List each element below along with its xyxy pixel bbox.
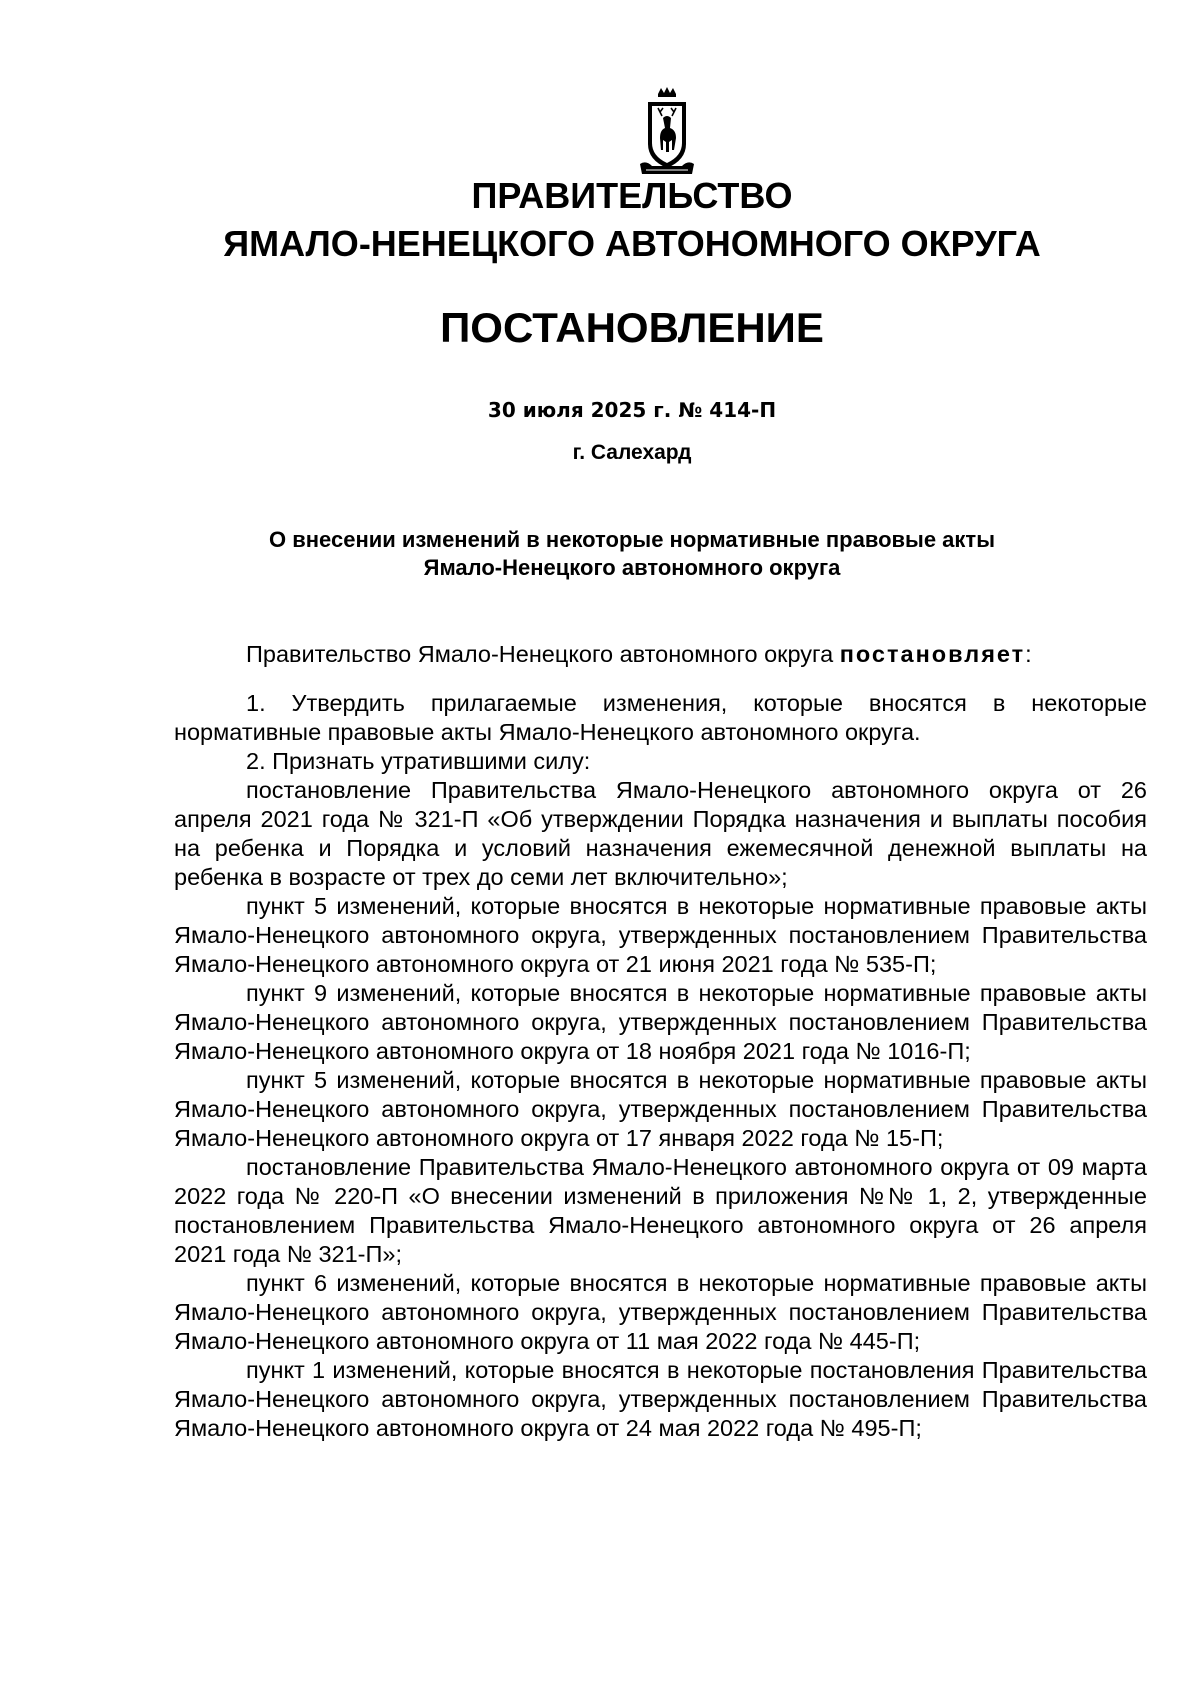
document-title-line-2: Ямало-Ненецкого автономного округа: [423, 555, 841, 580]
document-date-number: 30 июля 2025 г. № 414-П: [487, 398, 777, 422]
intro-tail: :: [1025, 641, 1032, 667]
intro-paragraph: [174, 640, 1147, 669]
document-type: ПОСТАНОВЛЕНИЕ: [440, 304, 824, 351]
document-city: г. Салехард: [572, 441, 692, 464]
repealed-act-2: пункт 5 изменений, которые вносятся в некоторые нормативные правовые акты Ямало-Ненецкого автономного округа, утвержденных постановлением Правительства Ямало-Ненецкого автономного округа от 21 июня 2021 года № 535-П;: [174, 893, 1147, 977]
repealed-act-5: постановление Правительства Ямало-Ненецкого автономного округа от 09 марта 2022 года № 220-П «О внесении изменений в приложения №№ 1, 2, утвержденные постановлением Правительства Ямало-Ненецкого автономного округа от 26 апреля 2021 года № 321-П»;: [174, 1154, 1147, 1267]
yanao-coat-of-arms-icon: [636, 86, 698, 176]
repealed-act-4: пункт 5 изменений, которые вносятся в некоторые нормативные правовые акты Ямало-Ненецкого автономного округа, утвержденных постановлением Правительства Ямало-Ненецкого автономного округа от 17 января 2022 года № 15-П;: [174, 1067, 1147, 1151]
intro-emphasis: постановляет: [839, 641, 1026, 667]
paragraph-item-1: 1. Утвердить прилагаемые изменения, которые вносятся в некоторые нормативные правовые акты Ямало-Ненецкого автономного округа.: [174, 690, 1147, 745]
repealed-act-3: пункт 9 изменений, которые вносятся в некоторые нормативные правовые акты Ямало-Ненецкого автономного округа, утвержденных постановлением Правительства Ямало-Ненецкого автономного округа от 18 ноября 2021 года № 1016-П;: [174, 980, 1147, 1064]
organization-line-1: ПРАВИТЕЛЬСТВО: [471, 175, 793, 216]
document-title-line-1: О внесении изменений в некоторые нормативные правовые акты: [268, 527, 995, 552]
intro-text: Правительство Ямало-Ненецкого автономного округа: [246, 641, 840, 667]
document-body: [174, 640, 1147, 1443]
repealed-act-1: постановление Правительства Ямало-Ненецкого автономного округа от 26 апреля 2021 года № 321-П «Об утверждении Порядка назначения и выплаты пособия на ребенка и Порядка и условий назначения ежемесячной денежной выплаты на ребенка в возрасте от трех до семи лет включительно»;: [174, 777, 1147, 890]
repealed-act-6: пункт 6 изменений, которые вносятся в некоторые нормативные правовые акты Ямало-Ненецкого автономного округа, утвержденных постановлением Правительства Ямало-Ненецкого автономного округа от 11 мая 2022 года № 445-П;: [174, 1270, 1147, 1354]
paragraph-item-2: 2. Признать утратившими силу:: [246, 748, 591, 774]
repealed-act-7: пункт 1 изменений, которые вносятся в некоторые постановления Правительства Ямало-Ненецкого автономного округа, утвержденных постановлением Правительства Ямало-Ненецкого автономного округа от 24 мая 2022 года № 495-П;: [174, 1357, 1147, 1441]
organization-name: [0, 172, 1200, 268]
organization-line-2: ЯМАЛО-НЕНЕЦКОГО АВТОНОМНОГО ОКРУГА: [223, 223, 1041, 264]
document-title: [0, 526, 1200, 582]
